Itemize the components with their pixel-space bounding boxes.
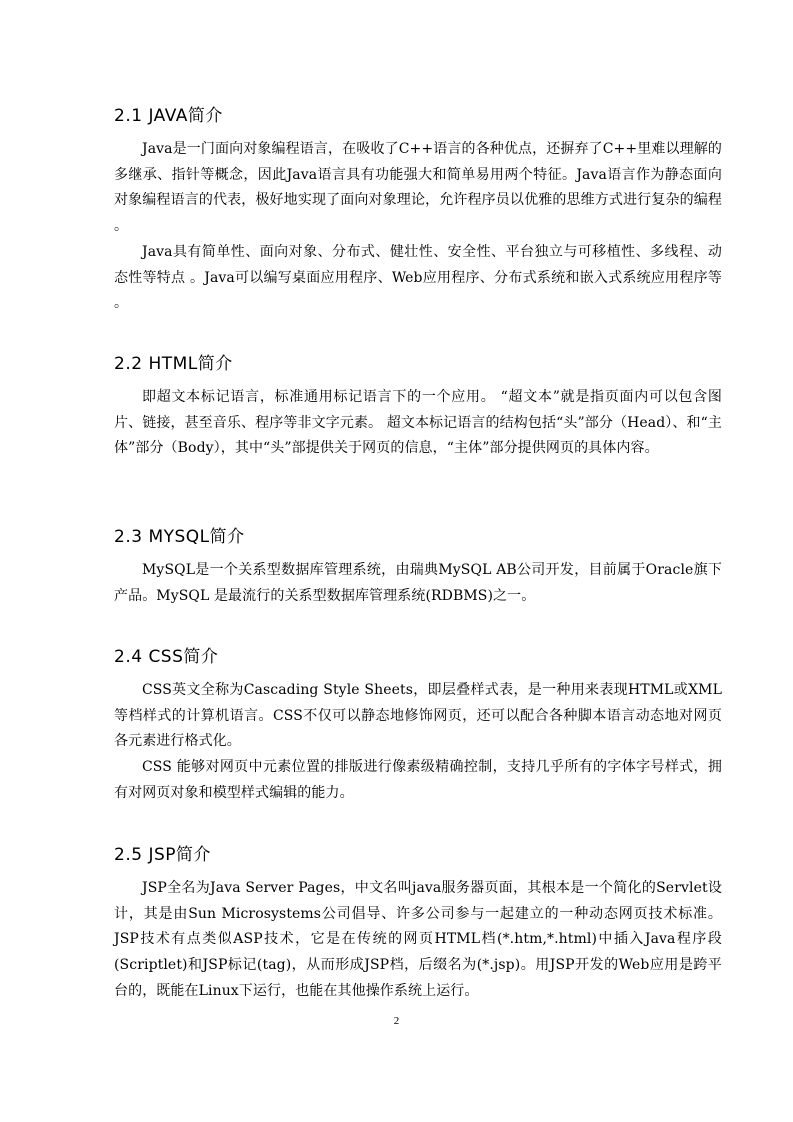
- paragraph-css-1: CSS英文全称为Cascading Style Sheets，即层叠样式表，是一种用来表现HTML或XML等档样式的计算机语言。CSS不仅可以静态地修饰网页，还可以配合各种脚本语言动态地对网页各元素进行格式化。: [114, 682, 722, 750]
- section-heading-java: 2.1 JAVA简介: [114, 106, 223, 126]
- section-heading-mysql: 2.3 MYSQL简介: [114, 527, 245, 547]
- paragraph-java-1: Java是一门面向对象编程语言，在吸收了C++语言的各种优点，还摒弃了C++里难以理解的多继承、指针等概念，因此Java语言具有功能强大和简单易用两个特征。Java语言作为静态面向对象编程语言的代表，极好地实现了面向对象理论，允许程序员以优雅的思维方式进行复杂的编程 。: [114, 141, 722, 235]
- section-heading-jsp: 2.5 JSP简介: [114, 845, 211, 865]
- section-java: [114, 104, 722, 317]
- section-jsp: [114, 843, 722, 1005]
- paragraph-jsp-1: JSP全名为Java Server Pages，中文名叫java服务器页面，其根本是一个简化的Servlet设计，其是由Sun Microsystems公司倡导、许多公司参与一起建立的一种动态网页技术标准。JSP技术有点类似ASP技术，它是在传统的网页HTML档(*.htm,*.html)中插入Java程序段(Scriptlet)和JSP标记(tag)，从而形成JSP档，后缀名为(*.jsp)。用JSP开发的Web应用是跨平台的，既能在Linux下运行，也能在其他操作系统上运行。: [114, 880, 722, 999]
- page-number: 2: [393, 1015, 400, 1027]
- paragraph-html-1: 即超文本标记语言，标准通用标记语言下的一个应用。 “超文本”就是指页面内可以包含图片、链接，甚至音乐、程序等非文字元素。 超文本标记语言的结构包括“头”部分（Head）、和“主体”部分（Body），其中“头”部提供关于网页的信息，“主体”部分提供网页的具体内容。: [114, 389, 722, 457]
- section-heading-html: 2.2 HTML简介: [114, 354, 233, 374]
- section-mysql: [114, 525, 722, 609]
- paragraph-mysql-1: MySQL是一个关系型数据库管理系统，由瑞典MySQL AB公司开发，目前属于Oracle旗下产品。MySQL 是最流行的关系型数据库管理系统(RDBMS)之一。: [114, 562, 722, 604]
- paragraph-css-2: CSS 能够对网页中元素位置的排版进行像素级精确控制，支持几乎所有的字体字号样式，拥有对网页对象和模型样式编辑的能力。: [114, 759, 722, 801]
- section-heading-css: 2.4 CSS简介: [114, 647, 219, 667]
- section-css: [114, 645, 722, 807]
- section-html: [114, 352, 722, 462]
- paragraph-java-2: Java具有简单性、面向对象、分布式、健壮性、安全性、平台独立与可移植性、多线程、动态性等特点 。Java可以编写桌面应用程序、Web应用程序、分布式系统和嵌入式系统应用程序等 。: [114, 243, 722, 312]
